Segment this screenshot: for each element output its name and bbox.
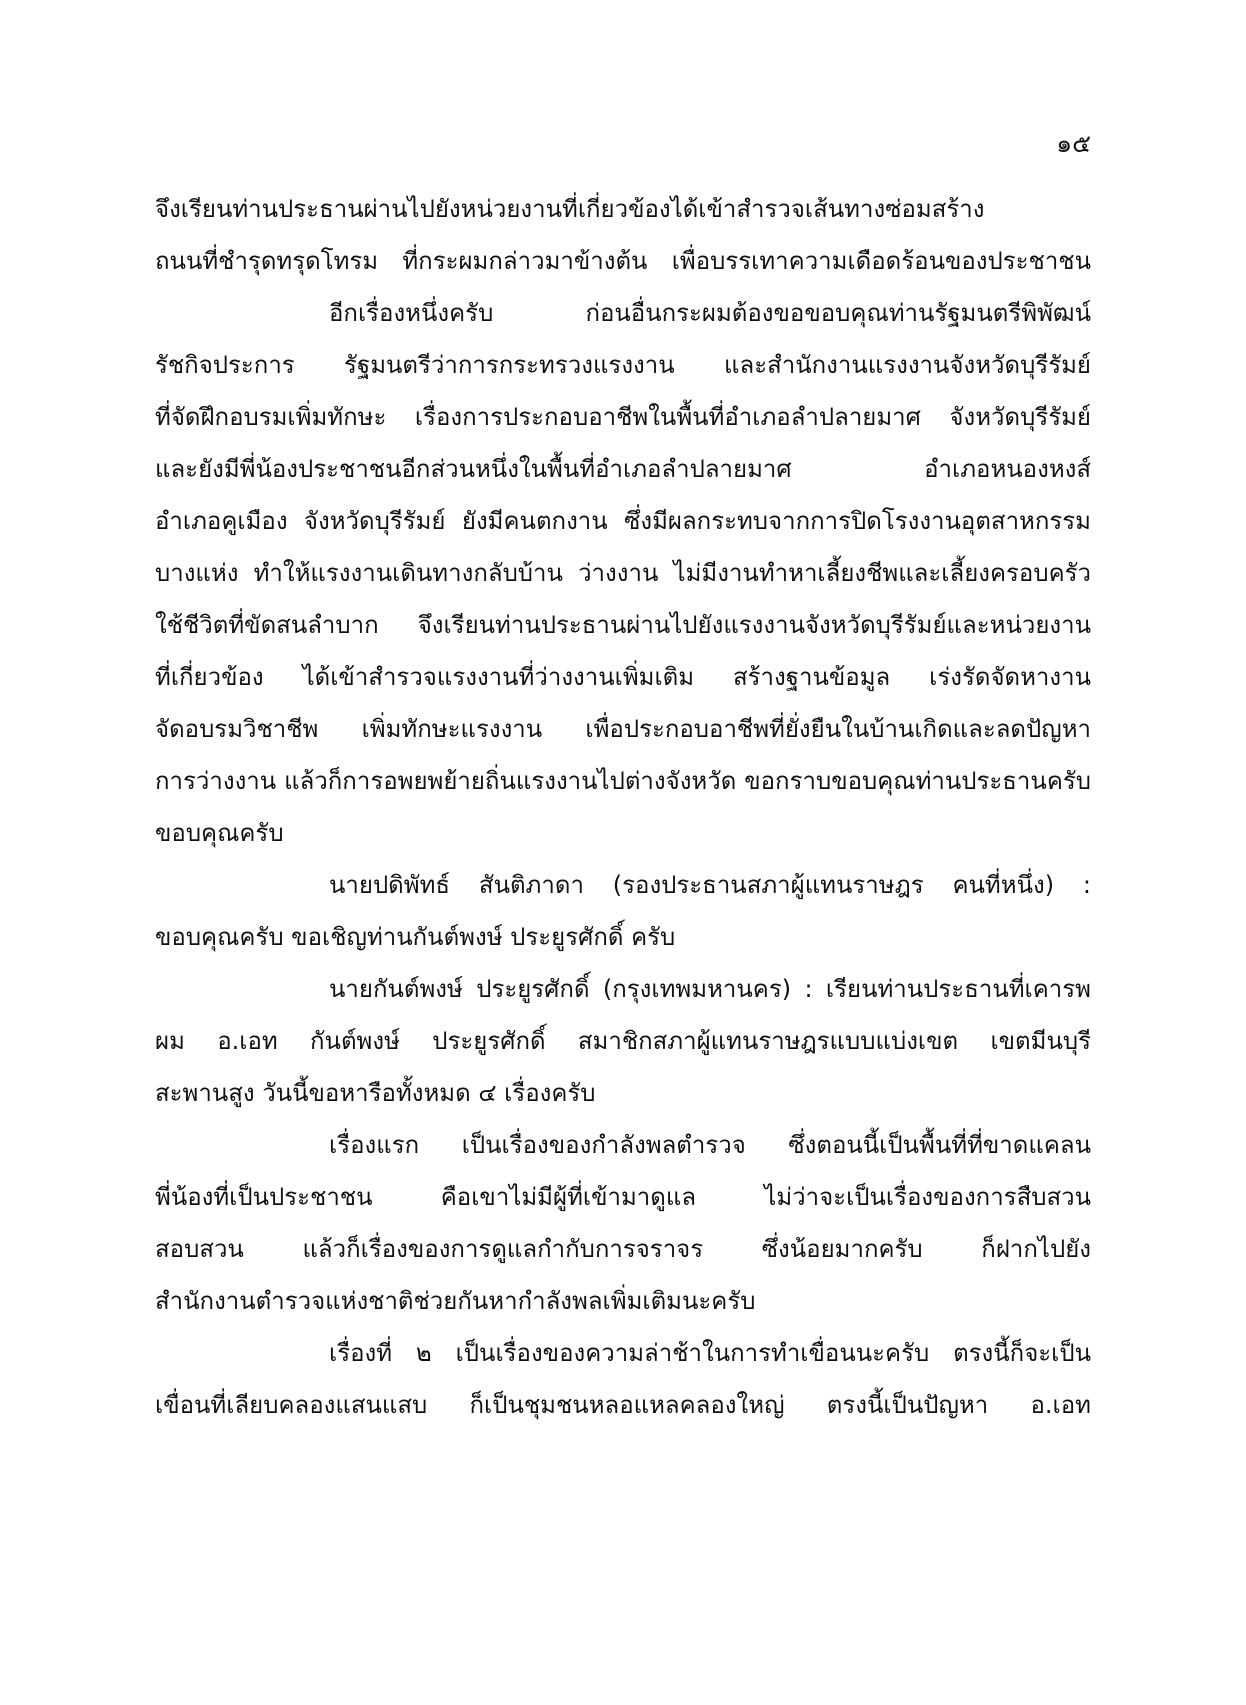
paragraph-first-line: เรื่องแรก เป็นเรื่องของกำลังพลตำรวจ ซึ่งตอนนี้เป็นพื้นที่ที่ขาดแคลน bbox=[329, 1131, 1091, 1159]
paragraph-last-line: สะพานสูง วันนี้ขอหารือทั้งหมด ๔ เรื่องครับ bbox=[155, 1079, 596, 1107]
text-line: อำเภอคูเมือง จังหวัดบุรีรัมย์ ยังมีคนตกงาน ซึ่งมีผลกระทบจากการปิดโรงงานอุตสาหกรรม bbox=[155, 507, 1091, 535]
text-line: ถนนที่ชำรุดทรุดโทรม ที่กระผมกล่าวมาข้างต้น เพื่อบรรเทาความเดือดร้อนของประชาชน bbox=[155, 247, 1091, 275]
text-line: และยังมีพี่น้องประชาชนอีกส่วนหนึ่งในพื้นที่อำเภอลำปลายมาศ อำเภอหนองหงส์ bbox=[155, 455, 1091, 483]
text-line: สอบสวน แล้วก็เรื่องของการดูแลกำกับการจราจร ซึ่งน้อยมากครับ ก็ฝากไปยัง bbox=[155, 1235, 1091, 1263]
text-line: การว่างงาน แล้วก็การอพยพย้ายถิ่นแรงงานไปต่างจังหวัด ขอกราบขอบคุณท่านประธานครับ bbox=[155, 767, 1091, 795]
paragraph-last-line: ขอบคุณครับ ขอเชิญท่านกันต์พงษ์ ประยูรศักดิ์ ครับ bbox=[155, 923, 676, 951]
text-line: ที่เกี่ยวข้อง ได้เข้าสำรวจแรงงานที่ว่างงานเพิ่มเติม สร้างฐานข้อมูล เร่งรัดจัดหางาน bbox=[155, 663, 1091, 691]
text-line: รัชกิจประการ รัฐมนตรีว่าการกระทรวงแรงงาน และสำนักงานแรงงานจังหวัดบุรีรัมย์ bbox=[155, 351, 1091, 379]
page-number: ๑๕ bbox=[1056, 129, 1091, 158]
paragraph-first-line: เรื่องที่ ๒ เป็นเรื่องของความล่าช้าในการทำเขื่อนนะครับ ตรงนี้ก็จะเป็น bbox=[329, 1339, 1091, 1367]
body-text bbox=[155, 183, 1091, 1431]
text-line: บางแห่ง ทำให้แรงงานเดินทางกลับบ้าน ว่างงาน ไม่มีงานทำหาเลี้ยงชีพและเลี้ยงครอบครัว bbox=[155, 559, 1091, 587]
text-line: พี่น้องที่เป็นประชาชน คือเขาไม่มีผู้ที่เข้ามาดูแล ไม่ว่าจะเป็นเรื่องของการสืบสวน bbox=[155, 1183, 1091, 1211]
paragraph-last-line: สำนักงานตำรวจแห่งชาติช่วยกันหากำลังพลเพิ่มเติมนะครับ bbox=[155, 1287, 756, 1315]
text-line: ที่จัดฝึกอบรมเพิ่มทักษะ เรื่องการประกอบอาชีพในพื้นที่อำเภอลำปลายมาศ จังหวัดบุรีรัมย์ bbox=[155, 403, 1091, 431]
text-line: ผม อ.เอท กันต์พงษ์ ประยูรศักดิ์ สมาชิกสภาผู้แทนราษฎรแบบแบ่งเขต เขตมีนบุรี bbox=[155, 1027, 1091, 1055]
text-line: เขื่อนที่เลียบคลองแสนแสบ ก็เป็นชุมชนหลอแหลคลองใหญ่ ตรงนี้เป็นปัญหา อ.เอท bbox=[155, 1391, 1091, 1419]
text-line: จัดอบรมวิชาชีพ เพิ่มทักษะแรงงาน เพื่อประกอบอาชีพที่ยั่งยืนในบ้านเกิดและลดปัญหา bbox=[155, 715, 1091, 743]
speaker-line: นายปดิพัทธ์ สันติภาดา (รองประธานสภาผู้แทนราษฎร คนที่หนึ่ง) : bbox=[329, 871, 1091, 899]
text-line: จึงเรียนท่านประธานผ่านไปยังหน่วยงานที่เกี่ยวข้องได้เข้าสำรวจเส้นทางซ่อมสร้าง bbox=[155, 195, 985, 223]
paragraph-first-line: อีกเรื่องหนึ่งครับ ก่อนอื่นกระผมต้องขอขอบคุณท่านรัฐมนตรีพิพัฒน์ bbox=[329, 299, 1091, 327]
text-line: ใช้ชีวิตที่ขัดสนลำบาก จึงเรียนท่านประธานผ่านไปยังแรงงานจังหวัดบุรีรัมย์และหน่วยงาน bbox=[155, 611, 1091, 639]
speaker-line: นายกันต์พงษ์ ประยูรศักดิ์ (กรุงเทพมหานคร) : เรียนท่านประธานที่เคารพ bbox=[329, 975, 1091, 1003]
paragraph-last-line: ขอบคุณครับ bbox=[155, 819, 284, 847]
